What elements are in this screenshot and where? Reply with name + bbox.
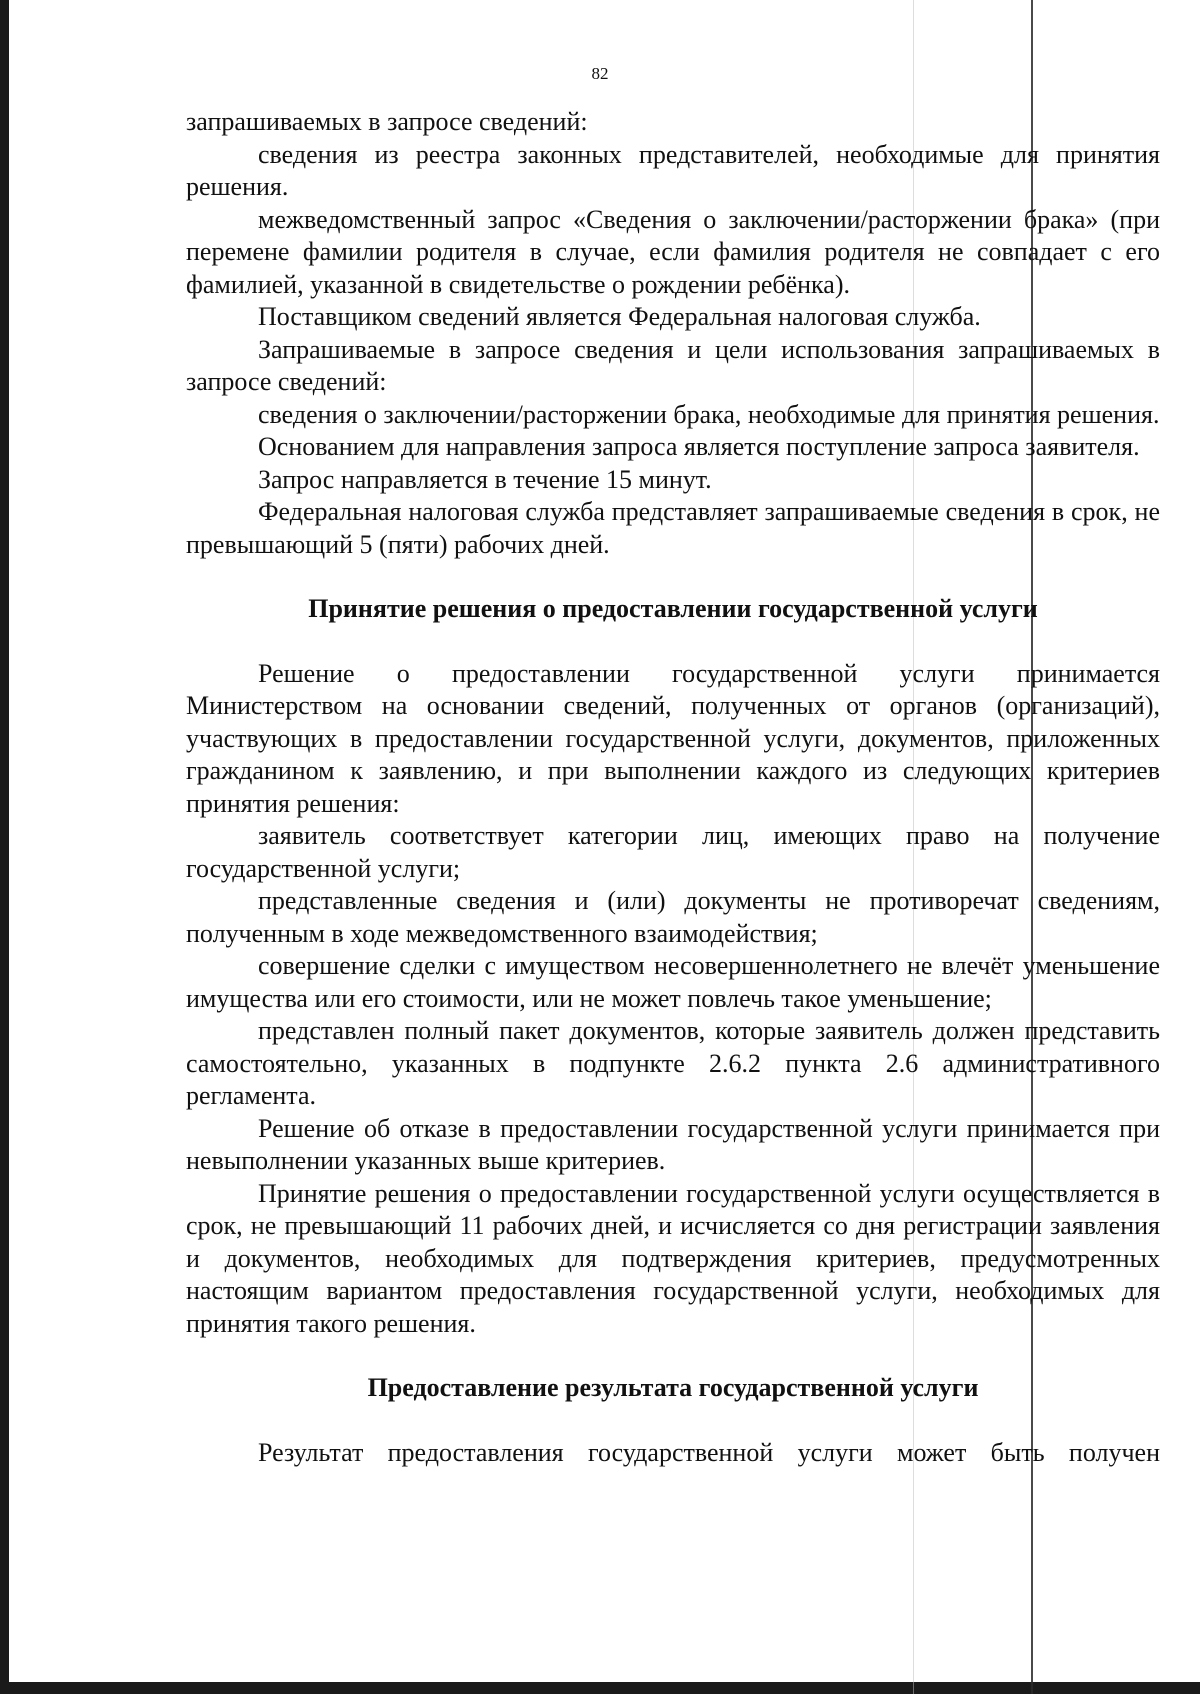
scan-edge-bottom: [0, 1682, 1200, 1694]
paragraph: Федеральная налоговая служба представляет запрашиваемые сведения в срок, не превышающий 5 (пяти) рабочих дней.: [186, 497, 1160, 559]
section-heading: Принятие решения о предоставлении государственной услуги: [308, 594, 1038, 623]
paragraph: Результат предоставления государственной услуги может быть получен: [258, 1437, 1160, 1467]
document-body: [186, 106, 1160, 1469]
paragraph: Основанием для направления запроса является поступление запроса заявителя.: [258, 432, 1140, 461]
paragraph: межведомственный запрос «Сведения о заключении/расторжении брака» (при перемене фамилии родителя в случае, если фамилия родителя не совпадает с его фамилией, указанной в свидетельстве о рождении ребёнка).: [186, 204, 1160, 299]
paragraph: сведения о заключении/расторжении брака, необходимые для принятия решения.: [258, 399, 1160, 429]
paragraph: Запрос направляется в течение 15 минут.: [258, 464, 712, 494]
paragraph: Решение о предоставлении государственной услуги принимается Министерством на основании сведений, полученных от органов (организаций), участвующих в предоставлении государственной услуги, документов, приложенных гражданином к заявлению, и при выполнении каждого из следующих критериев принятия решения:: [186, 658, 1160, 818]
scan-edge-left: [0, 0, 9, 1694]
paragraph: Поставщиком сведений является Федеральная налоговая служба.: [258, 302, 981, 331]
paragraph: представленные сведения и (или) документы не противоречат сведениям, полученным в ходе межведомственного взаимодействия;: [186, 886, 1160, 948]
paragraph: представлен полный пакет документов, которые заявитель должен представить самостоятельно, указанных в подпункте 2.6.2 пункта 2.6 административного регламента.: [186, 1016, 1160, 1110]
paragraph: сведения из реестра законных представителей, необходимые для принятия решения.: [186, 139, 1160, 201]
paragraph: Решение об отказе в предоставлении государственной услуги принимается при невыполнении указанных выше критериев.: [186, 1113, 1160, 1175]
paragraph: заявитель соответствует категории лиц, имеющих право на получение государственной услуги;: [186, 821, 1160, 883]
paragraph: совершение сделки с имуществом несовершеннолетнего не влечёт уменьшение имущества или его стоимости, или не может повлечь такое уменьшение;: [186, 951, 1160, 1013]
paragraph: запрашиваемых в запросе сведений:: [186, 107, 588, 136]
page-number: 82: [591, 64, 609, 83]
paragraph: Запрашиваемые в запросе сведения и цели использования запрашиваемых в запросе сведений:: [186, 334, 1160, 396]
paragraph: Принятие решения о предоставлении государственной услуги осуществляется в срок, не превышающий 11 рабочих дней, и исчисляется со дня регистрации заявления и документов, необходимых для подтверждения критериев, предусмотренных настоящим вариантом предоставления государственной услуги, необходимых для принятия такого решения.: [186, 1178, 1160, 1338]
section-heading: Предоставление результата государственной услуги: [367, 1373, 979, 1402]
